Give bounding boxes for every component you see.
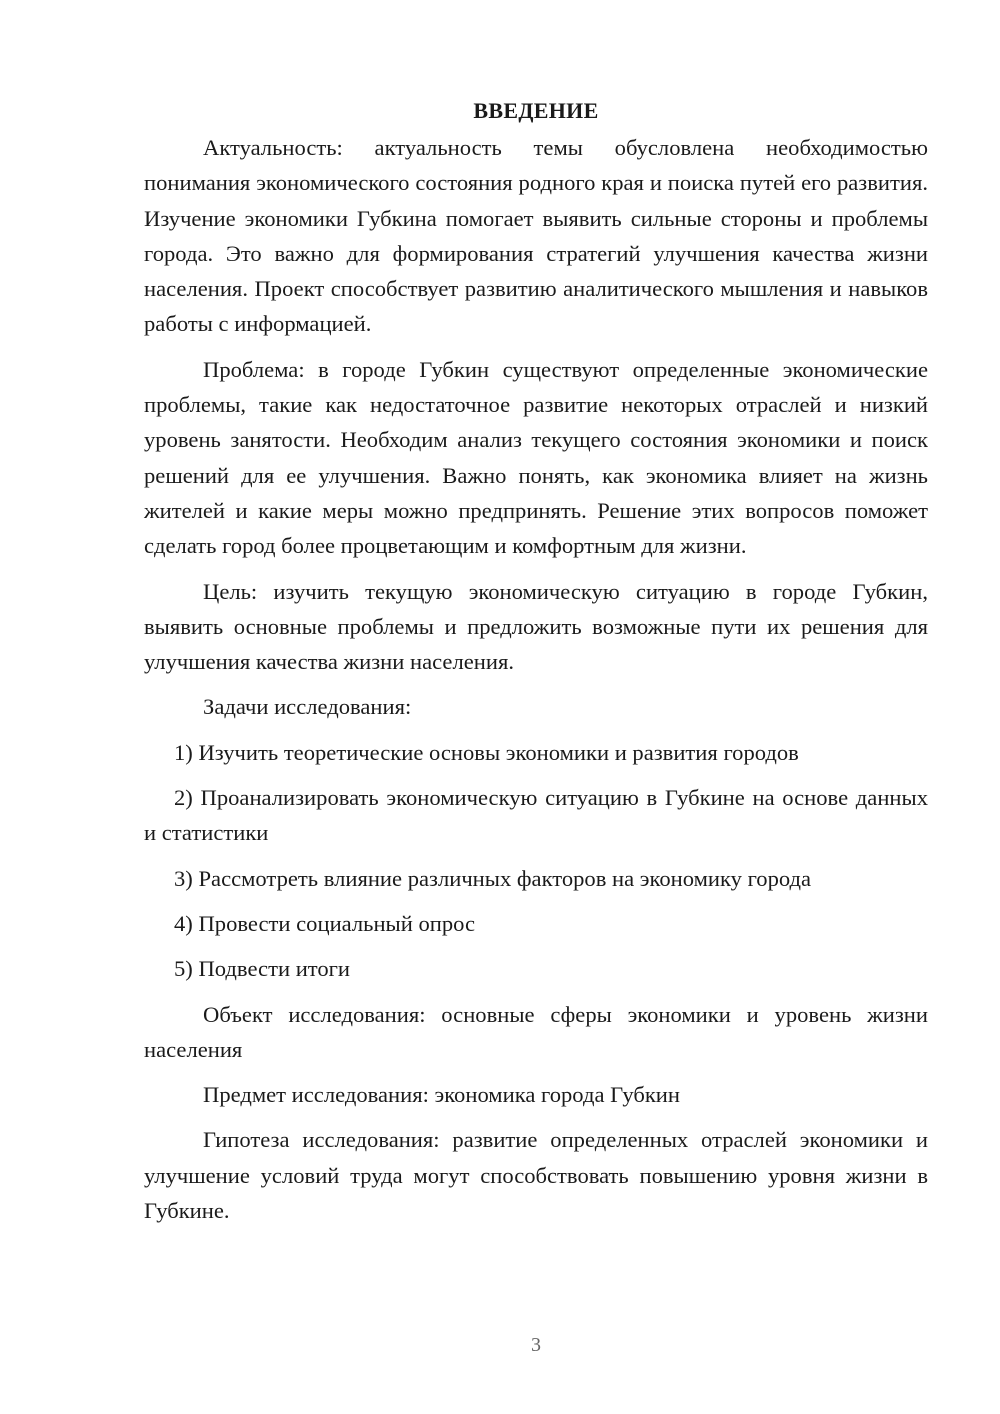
task-item-5: 5) Подвести итоги bbox=[174, 956, 351, 982]
task-item-1: 1) Изучить теоретические основы экономики и развития городов bbox=[174, 739, 799, 765]
page-title: ВВЕДЕНИЕ bbox=[473, 98, 599, 123]
relevance-paragraph: Актуальность: актуальность темы обусловлена необходимостью понимания экономического состояния родного края и поиска путей его развития. Изучение экономики Губкина помогает выявить сильные стороны и проблемы города. Это важно для формирования стратегий улучшения качества жизни населения. Проект способствует развитию аналитического мышления и навыков работы с информацией. bbox=[144, 135, 928, 337]
object-paragraph: Объект исследования: основные сферы экономики и уровень жизни населения bbox=[144, 1001, 928, 1062]
subject-paragraph: Предмет исследования: экономика города Губкин bbox=[203, 1082, 680, 1108]
task-item-4: 4) Провести социальный опрос bbox=[174, 910, 476, 936]
task-item-2: 2) Проанализировать экономическую ситуацию в Губкине на основе данных и статистики bbox=[144, 785, 928, 846]
document-page bbox=[144, 96, 928, 1238]
page-number: 3 bbox=[531, 1334, 541, 1356]
task-item-3: 3) Рассмотреть влияние различных факторов на экономику города bbox=[174, 865, 812, 891]
problem-paragraph: Проблема: в городе Губкин существуют определенные экономические проблемы, такие как недостаточное развитие некоторых отраслей и низкий уровень занятости. Необходим анализ текущего состояния экономики и поиск решений для ее улучшения. Важно понять, как экономика влияет на жизнь жителей и какие меры можно предпринять. Решение этих вопросов поможет сделать город более процветающим и комфортным для жизни. bbox=[144, 356, 928, 559]
tasks-heading: Задачи исследования: bbox=[203, 694, 412, 720]
hypothesis-paragraph: Гипотеза исследования: развитие определенных отраслей экономики и улучшение условий труда могут способствовать повышению уровня жизни в Губкине. bbox=[144, 1127, 928, 1224]
goal-paragraph: Цель: изучить текущую экономическую ситуацию в городе Губкин, выявить основные проблемы и предложить возможные пути их решения для улучшения качества жизни населения. bbox=[144, 578, 928, 675]
